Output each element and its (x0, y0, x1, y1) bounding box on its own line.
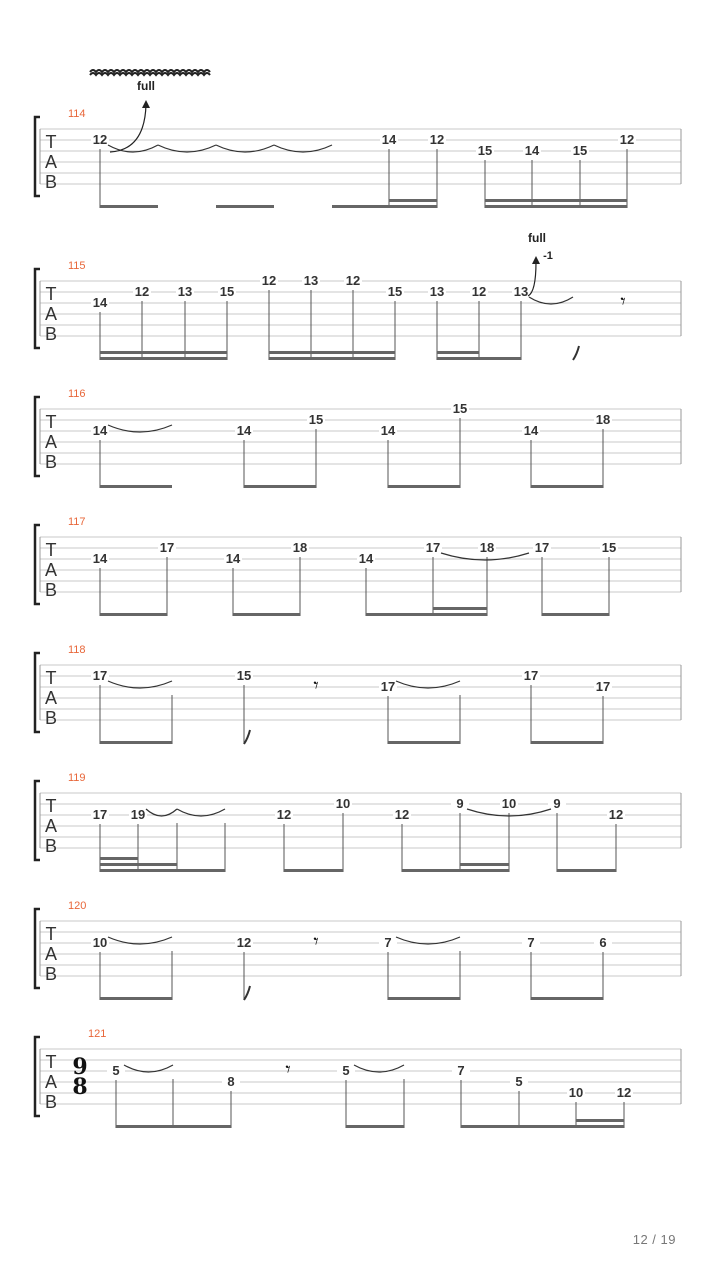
fret-number: 17 (523, 668, 539, 683)
tab-clef-letter: T (45, 1052, 57, 1072)
fret-number: 7 (457, 1063, 465, 1078)
fret-number: 5 (342, 1063, 350, 1078)
tab-clef-letter: T (45, 668, 57, 688)
eighth-rest: 𝄾 (313, 929, 319, 953)
fret-number: 18 (292, 540, 308, 555)
bend-arrow (110, 104, 146, 152)
tab-clef-letter: B (44, 708, 58, 728)
beam (461, 1125, 624, 1128)
measure-number: 118 (68, 644, 86, 656)
fret-number: 15 (219, 284, 235, 299)
fret-number: 15 (308, 412, 324, 427)
beam (346, 1125, 404, 1128)
beam (388, 485, 460, 488)
fret-number: 15 (477, 143, 493, 158)
fret-number: 12 (92, 132, 108, 147)
tab-system-119 (35, 772, 681, 872)
fret-number: 12 (616, 1085, 632, 1100)
fret-number: 14 (236, 423, 252, 438)
beam-secondary (100, 351, 227, 354)
fret-number: 13 (303, 273, 319, 288)
tab-clef-letter: T (45, 540, 57, 560)
page-number: 12 / 19 (632, 1232, 676, 1247)
tab-clef-letter: B (44, 580, 58, 600)
fret-number: 10 (501, 796, 517, 811)
bend-arrowhead (532, 256, 540, 264)
system-bracket (35, 397, 40, 476)
tab-clef-letter: T (45, 132, 57, 152)
tab-systems (35, 70, 681, 1128)
fret-number: 8 (227, 1074, 235, 1089)
fret-number: 7 (527, 935, 535, 950)
note-flag (573, 346, 579, 360)
beam-secondary (485, 199, 627, 202)
beam-secondary (437, 351, 479, 354)
fret-number: 17 (595, 679, 611, 694)
tab-clef-letter: B (44, 1092, 58, 1112)
beam (557, 869, 616, 872)
beam (100, 741, 172, 744)
beam (244, 485, 316, 488)
beam (100, 613, 167, 616)
note-flag (244, 986, 250, 1000)
fret-number: 7 (384, 935, 392, 950)
tab-clef-letter: T (45, 412, 57, 432)
system-bracket (35, 525, 40, 604)
tab-system-115 (35, 231, 681, 360)
fret-number: 5 (112, 1063, 120, 1078)
system-bracket (35, 269, 40, 348)
fret-number: 19 (130, 807, 146, 822)
tab-clef-letter: B (44, 964, 58, 984)
tab-clef-letter: B (44, 172, 58, 192)
fret-number: 6 (599, 935, 607, 950)
beam-secondary (100, 863, 177, 866)
fret-number: 15 (387, 284, 403, 299)
beam (366, 613, 487, 616)
tab-clef-letter: T (45, 796, 57, 816)
beam (531, 485, 603, 488)
beam (100, 205, 158, 208)
tab-clef-letter: A (44, 816, 58, 836)
fret-number: 10 (335, 796, 351, 811)
tab-clef-letter: T (45, 284, 57, 304)
beam (100, 485, 172, 488)
fret-number: 14 (92, 423, 108, 438)
fret-number: 14 (380, 423, 396, 438)
tab-clef-letter: B (44, 324, 58, 344)
fret-number: 12 (134, 284, 150, 299)
fret-number: 17 (425, 540, 441, 555)
beam (284, 869, 343, 872)
fret-number: 12 (236, 935, 252, 950)
beam (100, 869, 225, 872)
beam-secondary (460, 863, 509, 866)
fret-number: 13 (513, 284, 529, 299)
note-flag (244, 730, 250, 744)
fret-number: 18 (479, 540, 495, 555)
beam-secondary (389, 199, 437, 202)
measure-number: 114 (68, 108, 86, 120)
tab-clef-letter: A (44, 1072, 58, 1092)
bend-label: full (528, 231, 546, 245)
beam (388, 741, 460, 744)
tab-system-118 (35, 644, 681, 744)
beam-secondary (576, 1119, 624, 1122)
tab-clef-letter: A (44, 944, 58, 964)
vibrato-wave (90, 70, 210, 72)
fret-number: 14 (225, 551, 241, 566)
fret-number: 14 (524, 143, 540, 158)
fret-number: 12 (394, 807, 410, 822)
beam-secondary (433, 607, 487, 610)
fret-number: 14 (92, 551, 108, 566)
eighth-rest: 𝄾 (313, 673, 319, 697)
fret-number: 12 (276, 807, 292, 822)
measure-number: 115 (68, 260, 86, 272)
fret-number: 12 (429, 132, 445, 147)
tab-clef-letter: B (44, 452, 58, 472)
beam-tertiary (100, 857, 138, 860)
fret-number: 14 (381, 132, 397, 147)
beam (233, 613, 300, 616)
tab-clef-letter: A (44, 688, 58, 708)
fret-number: 12 (261, 273, 277, 288)
beam (531, 741, 603, 744)
fret-number: 14 (523, 423, 539, 438)
fret-number: 13 (429, 284, 445, 299)
tab-clef-letter: B (44, 836, 58, 856)
fret-number: 12 (619, 132, 635, 147)
beam (485, 205, 627, 208)
bend-release-label: -1 (543, 250, 553, 262)
fret-number: 17 (534, 540, 550, 555)
tab-clef-letter: A (44, 152, 58, 172)
fret-number: 14 (92, 295, 108, 310)
time-signature-top: 9 (72, 1054, 88, 1080)
fret-number: 10 (92, 935, 108, 950)
beam (100, 357, 227, 360)
system-bracket (35, 781, 40, 860)
system-bracket (35, 1037, 40, 1116)
tab-system-114 (35, 70, 681, 208)
system-bracket (35, 909, 40, 988)
tab-clef-letter: A (44, 560, 58, 580)
bend-arrowhead (142, 100, 150, 108)
eighth-rest: 𝄾 (620, 289, 626, 313)
fret-number: 9 (456, 796, 464, 811)
tab-system-120 (35, 900, 681, 1000)
tab-system-116 (35, 388, 681, 488)
measure-number: 119 (68, 772, 86, 784)
fret-number: 12 (345, 273, 361, 288)
fret-number: 17 (380, 679, 396, 694)
fret-number: 17 (159, 540, 175, 555)
beam (116, 1125, 231, 1128)
tab-clef-letter: A (44, 432, 58, 452)
fret-number: 12 (608, 807, 624, 822)
fret-number: 15 (601, 540, 617, 555)
tab-clef-letter: T (45, 924, 57, 944)
measure-number: 117 (68, 516, 86, 528)
beam (437, 357, 521, 360)
fret-number: 12 (471, 284, 487, 299)
beam (332, 205, 437, 208)
fret-number: 5 (515, 1074, 523, 1089)
system-bracket (35, 653, 40, 732)
beam (269, 357, 395, 360)
beam-secondary (269, 351, 395, 354)
fret-number: 15 (452, 401, 468, 416)
fret-number: 18 (595, 412, 611, 427)
measure-number: 116 (68, 388, 86, 400)
fret-number: 13 (177, 284, 193, 299)
fret-number: 10 (568, 1085, 584, 1100)
tab-system-121 (35, 1028, 681, 1128)
fret-number: 17 (92, 807, 108, 822)
fret-number: 15 (236, 668, 252, 683)
eighth-rest: 𝄾 (285, 1057, 291, 1081)
beam (100, 997, 172, 1000)
fret-number: 14 (358, 551, 374, 566)
fret-number: 17 (92, 668, 108, 683)
beam (388, 997, 460, 1000)
beam (531, 997, 603, 1000)
beam (216, 205, 274, 208)
bend-label: full (137, 79, 155, 93)
beam (542, 613, 609, 616)
measure-number: 121 (88, 1028, 107, 1040)
tab-system-117 (35, 516, 681, 616)
system-bracket (35, 117, 40, 196)
time-signature-bottom: 8 (72, 1074, 88, 1100)
tab-clef-letter: A (44, 304, 58, 324)
beam (402, 869, 509, 872)
measure-number: 120 (68, 900, 87, 912)
fret-number: 15 (572, 143, 588, 158)
fret-number: 9 (553, 796, 561, 811)
